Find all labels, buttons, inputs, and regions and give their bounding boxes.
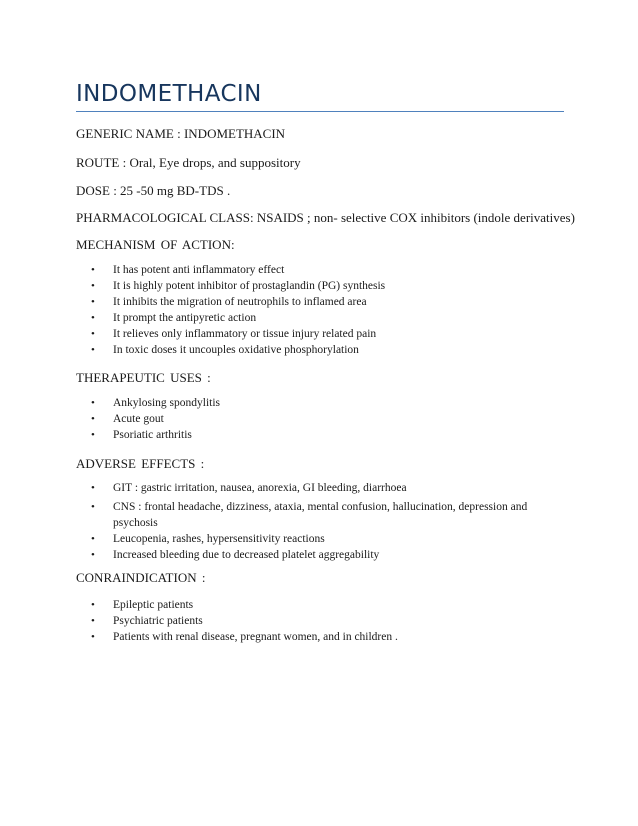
list-item-text: In toxic doses it uncouples oxidative phosphorylation: [113, 344, 359, 356]
bullet-icon: •: [91, 501, 95, 513]
mechanism-heading: MECHANISM OF ACTION:: [76, 237, 235, 252]
bullet-icon: •: [91, 397, 95, 409]
list-item: [76, 531, 564, 547]
list-item-text: Epileptic patients: [113, 599, 194, 611]
contraindication-list: [76, 597, 564, 645]
therapeutic-uses-list: [76, 395, 564, 443]
list-item-text: Psoriatic arthritis: [113, 429, 192, 441]
bullet-icon: •: [91, 533, 95, 545]
list-item-text: CNS : frontal headache, dizziness, ataxia, mental confusion, hallucination, depression and psychosis: [113, 501, 528, 529]
list-item-text: Increased bleeding due to decreased platelet aggregability: [113, 549, 380, 561]
list-item: [76, 547, 564, 563]
dose-line: DOSE : 25 -50 mg BD-TDS .: [76, 183, 231, 198]
bullet-icon: •: [91, 631, 95, 643]
pharmacological-class-line: PHARMACOLOGICAL CLASS: NSAIDS ; non- selective COX inhibitors (indole derivatives): [76, 210, 575, 225]
route-line: ROUTE : Oral, Eye drops, and suppository: [76, 155, 301, 170]
bullet-icon: •: [91, 344, 95, 356]
list-item: [76, 395, 564, 411]
bullet-icon: •: [91, 328, 95, 340]
list-item: [76, 427, 564, 443]
bullet-icon: •: [91, 413, 95, 425]
list-item: [76, 326, 564, 342]
document-page: [76, 0, 575, 826]
list-item-text: It is highly potent inhibitor of prostaglandin (PG) synthesis: [113, 280, 386, 292]
generic-name-line: GENERIC NAME : INDOMETHACIN: [76, 126, 286, 141]
list-item: [76, 294, 564, 310]
bullet-icon: •: [91, 296, 95, 308]
mechanism-list: [76, 262, 564, 358]
contraindication-heading: CONRAINDICATION :: [76, 570, 206, 585]
list-item: [76, 597, 564, 613]
bullet-icon: •: [91, 280, 95, 292]
list-item-text: It relieves only inflammatory or tissue injury related pain: [113, 328, 377, 340]
title-underline: [76, 111, 564, 112]
list-item: [76, 629, 564, 645]
list-item: [76, 499, 564, 531]
list-item: [76, 278, 564, 294]
bullet-icon: •: [91, 549, 95, 561]
list-item-text: It has potent anti inflammatory effect: [113, 264, 285, 276]
list-item: [76, 310, 564, 326]
document-title: INDOMETHACIN: [76, 81, 262, 107]
bullet-icon: •: [91, 312, 95, 324]
therapeutic-uses-heading: THERAPEUTIC USES :: [76, 370, 211, 385]
list-item-text: It prompt the antipyretic action: [113, 312, 257, 324]
bullet-icon: •: [91, 264, 95, 276]
list-item-text: GIT : gastric irritation, nausea, anorexia, GI bleeding, diarrhoea: [113, 482, 407, 494]
bullet-icon: •: [91, 615, 95, 627]
bullet-icon: •: [91, 599, 95, 611]
list-item-text: Leucopenia, rashes, hypersensitivity reactions: [113, 533, 325, 545]
bullet-icon: •: [91, 429, 95, 441]
list-item: [76, 480, 564, 496]
adverse-effects-list: [76, 480, 564, 563]
list-item-text: It inhibits the migration of neutrophils to inflamed area: [113, 296, 367, 308]
list-item-text: Ankylosing spondylitis: [113, 397, 221, 409]
list-item-text: Acute gout: [113, 413, 164, 425]
bullet-icon: •: [91, 482, 95, 494]
adverse-effects-heading: ADVERSE EFFECTS :: [76, 456, 205, 471]
list-item: [76, 262, 564, 278]
list-item: [76, 342, 564, 358]
list-item-text: Psychiatric patients: [113, 615, 203, 627]
list-item-text: Patients with renal disease, pregnant women, and in children .: [113, 631, 398, 643]
list-item: [76, 613, 564, 629]
list-item: [76, 411, 564, 427]
